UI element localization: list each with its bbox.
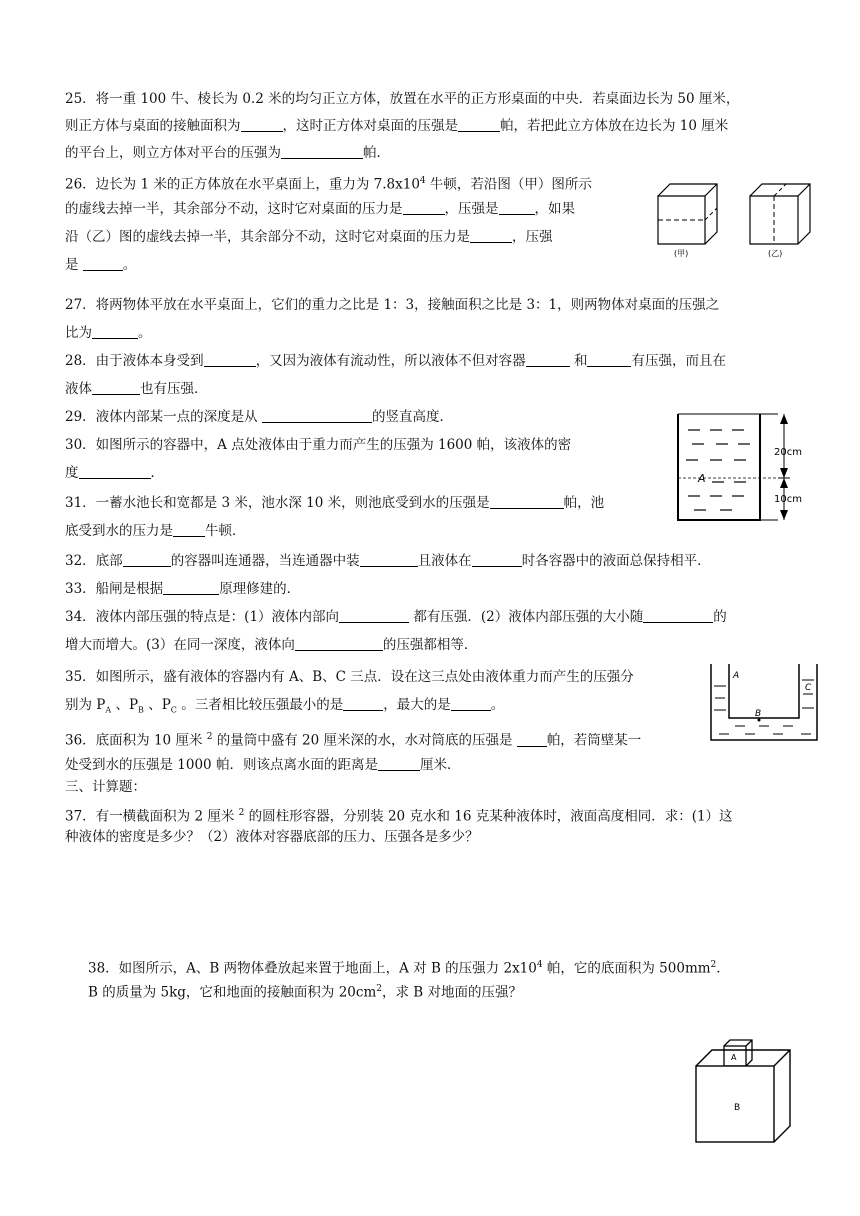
q27-text1: 27．将两物体平放在水平桌面上，它们的重力之比是 1：3，接触面积之比是 3：1，则两物体对桌面的压强之 [65,297,720,313]
q38-sup3: 2 [376,984,382,994]
q36-text1c: 帕，若筒壁某一 [546,732,642,749]
q25-text1: 25．将一重 100 牛、棱长为 0.2 米的均匀正立方体，放置在水平的正方形桌面的中央．若桌面边长为 50 厘米， [65,91,740,107]
q25-text3a: 的平台上，则立方体对平台的压强为 [65,145,281,161]
q27-blank1[interactable] [92,324,138,339]
u-tube-label-b: B [755,709,762,719]
q26-text4a: 是 [65,257,83,273]
q32-blank3[interactable] [472,552,522,567]
q31-text2a: 底受到水的压力是 [65,523,173,539]
q26-text2b: ，压强是 [444,201,499,217]
q26-line2 [65,196,575,223]
q26-blank3[interactable] [470,228,512,243]
q37-text1a: 37．有一横截面积为 2 厘米 [65,808,239,825]
q25-text2a: 则正方体与桌面的接触面积为 [65,118,241,134]
q28-text1c: 和 [569,353,588,369]
q26-sup: 4 [419,176,426,186]
u-tube-label-a: A [733,671,740,681]
q36-text1a: 36．底面积为 10 厘米 [65,732,207,749]
q32-text-c: 且液体在 [417,553,472,569]
q29-blank[interactable] [262,408,372,423]
q35-sub-a: A [105,705,112,715]
q26-text1b: 牛顿，若沿图（甲）图所示 [425,176,592,193]
q31-text1a: 31．一蓄水池长和宽都是 3 米，池水深 10 米，则池底受到水的压强是 [65,495,490,511]
q38-line2 [88,976,522,1007]
q33-blank[interactable] [163,580,219,595]
q34-line1 [65,604,727,631]
q35-text2e: ，最大的是 [383,697,451,713]
block-a-label: A [731,1053,737,1062]
q38-text2a: B 的质量为 5kg，它和地面的接触面积为 20cm [88,984,377,1001]
q29-text-a: 29．液体内部某一点的深度是从 [65,409,262,425]
q30-blank[interactable] [79,464,151,479]
q25-blank3[interactable] [281,144,363,159]
dim-10cm-label: 10cm [774,494,802,505]
q36-text1b: 的量筒中盛有 20 厘米深的水，水对筒底的压强是 [212,732,517,749]
q25-blank2[interactable] [458,117,500,132]
q38-text1b: 帕，它的底面积为 500mm [542,960,711,977]
q26-cube-figures [650,176,820,258]
q35-sub-b: B [138,705,144,715]
q26-text2c: ，如果 [534,201,575,217]
q37-sup: 2 [238,808,245,818]
q38-text1a: 38．如图所示，A、B 两物体叠放起来置于地面上，A 对 B 的压强力 2x10 [88,960,537,977]
q38-sup1: 4 [536,960,543,970]
q33-text-b: 原理修建的． [219,581,301,597]
q35-text2d: 。三者相比较压强最小的是 [176,697,344,713]
q30-line1 [65,432,571,459]
u-tube-label-c: C [805,683,812,693]
q28-text1d: 有压强，而且在 [631,353,726,369]
q28-blank4[interactable] [92,380,140,395]
q34-text1a: 34．液体内部压强的特点是：(1）液体内部向 [65,609,340,625]
q28-text2b: 也有压强． [140,381,208,397]
q35-text2a: 别为 P [65,697,106,713]
q38-stacked-blocks-figure [690,1010,810,1145]
q36-blank1[interactable] [517,732,547,747]
q26-text3b: ，压强 [512,229,553,245]
q26-text4b: 。 [122,257,137,273]
q32-text-b: 的容器叫连通器，当连通器中装 [170,553,360,569]
q34-text2b: 的压强都相等． [382,637,478,653]
q34-blank2[interactable] [643,608,713,623]
cube-jia-figure [658,184,717,258]
q25-text3b: 帕． [363,145,390,161]
q38-text1c: ． [716,960,730,977]
q30-text2b: ． [150,465,164,481]
q25-line2 [65,113,728,140]
q35-text2c: 、P [143,697,171,713]
q34-text1c: 的 [713,609,727,625]
q25-blank1[interactable] [241,117,283,132]
q33-text-a: 33．船闸是根据 [65,581,164,597]
q34-line2 [65,632,477,659]
q26-blank1[interactable] [403,200,445,215]
q35-blank1[interactable] [343,696,383,711]
q31-blank2[interactable] [173,522,205,537]
q36-line1 [65,724,641,755]
q25-text2c: 帕，若把此立方体放在边长为 10 厘米 [500,118,729,134]
q35-text2f: 。 [490,697,505,713]
q37-text2: 种液体的密度是多少？（2）液体对容器底部的压力、压强各是多少？ [65,829,479,845]
q38-text2b: ，求 B 对地面的压强？ [381,984,522,1001]
q35-blank2[interactable] [451,696,491,711]
q32-blank2[interactable] [360,552,418,567]
block-a [724,1040,752,1066]
water-dashes [686,430,750,510]
fig-label-yi: (乙) [768,249,783,258]
q25-text2b: ，这时正方体对桌面的压强是 [282,118,458,134]
q28-text2a: 液体 [65,381,92,397]
q29-line [65,404,453,431]
q25-line3 [65,140,390,167]
q35-u-tube-figure [705,660,825,746]
q37-line2 [65,824,479,851]
q26-text1a: 26．边长为 1 米的正方体放在水平桌面上，重力为 7.8x10 [65,176,420,193]
q35-sub-c: C [170,705,177,715]
q28-text1a: 28．由于液体本身受到 [65,353,204,369]
q30-text2a: 度 [65,465,79,481]
q30-text1: 30．如图所示的容器中，A 点处液体由于重力而产生的压强为 1600 帕，该液体的密 [65,437,572,453]
q31-line1 [65,490,604,517]
q28-line1 [65,348,726,375]
fig-label-jia: (甲) [674,249,689,258]
q26-line1 [65,168,592,199]
q28-blank2[interactable] [526,352,570,367]
q34-text1b: 都有压强．(2）液体内部压强的大小随 [409,609,644,625]
q26-text2a: 的虚线去掉一半，其余部分不动，这时它对桌面的压力是 [65,201,403,217]
q26-text3a: 沿（乙）图的虚线去掉一半，其余部分不动，这时它对桌面的压力是 [65,229,470,245]
q32-text-d: 时各容器中的液面总保持相平． [521,553,711,569]
q30-line2 [65,460,164,487]
q32-line [65,548,711,575]
dim-20cm-label: 20cm [774,447,802,458]
q35-line2 [65,692,504,724]
q38-sup2: 2 [710,960,717,970]
point-a-label: A [698,472,706,485]
q25-line1 [65,86,739,113]
q33-line [65,576,300,603]
q26-line4 [65,252,136,279]
q36-text2b: 厘米． [419,757,461,773]
q36-blank2[interactable] [378,756,420,771]
q27-line2 [65,320,152,347]
q28-line2 [65,376,208,403]
q27-line1 [65,292,719,319]
q32-text-a: 32．底部 [65,553,123,569]
q37-text1b: 的圆柱形容器，分别装 20 克水和 16 克某种液体时，液面高度相同．求：(1）这 [244,808,733,825]
section3-heading [65,774,146,801]
q27-text2b: 。 [138,325,152,341]
q35-text2b: 、P [111,697,139,713]
section3-text: 三、计算题： [65,779,146,795]
cube-yi-figure [750,184,810,258]
q30-container-figure [670,410,820,525]
block-b-label: B [734,1103,741,1113]
q34-blank3[interactable] [295,636,383,651]
q26-blank2[interactable] [499,200,535,215]
q35-text1: 35．如图所示，盛有液体的容器内有 A、B、C 三点．设在这三点处由液体重力而产生的压强分 [65,669,634,685]
q26-blank4[interactable] [83,256,123,271]
q28-blank1[interactable] [204,352,256,367]
q31-text1b: 帕，池 [563,495,605,511]
q34-blank1[interactable] [339,608,409,623]
q27-text2a: 比为 [65,325,92,341]
q36-sup: 2 [206,732,213,742]
q34-text2a: 增大而增大。(3）在同一深度，液体向 [65,637,295,653]
q31-line2 [65,518,246,545]
q29-text-b: 的竖直高度． [371,409,453,425]
q26-line3 [65,224,553,251]
q28-text1b: ，又因为液体有流动性，所以液体不但对容器 [255,353,526,369]
q35-line1 [65,664,634,691]
q31-blank1[interactable] [490,494,564,509]
q32-blank1[interactable] [123,552,171,567]
q28-blank3[interactable] [587,352,631,367]
q36-text2a: 处受到水的压强是 1000 帕．则该点离水面的距离是 [65,757,378,773]
q31-text2b: 牛顿． [205,523,246,539]
